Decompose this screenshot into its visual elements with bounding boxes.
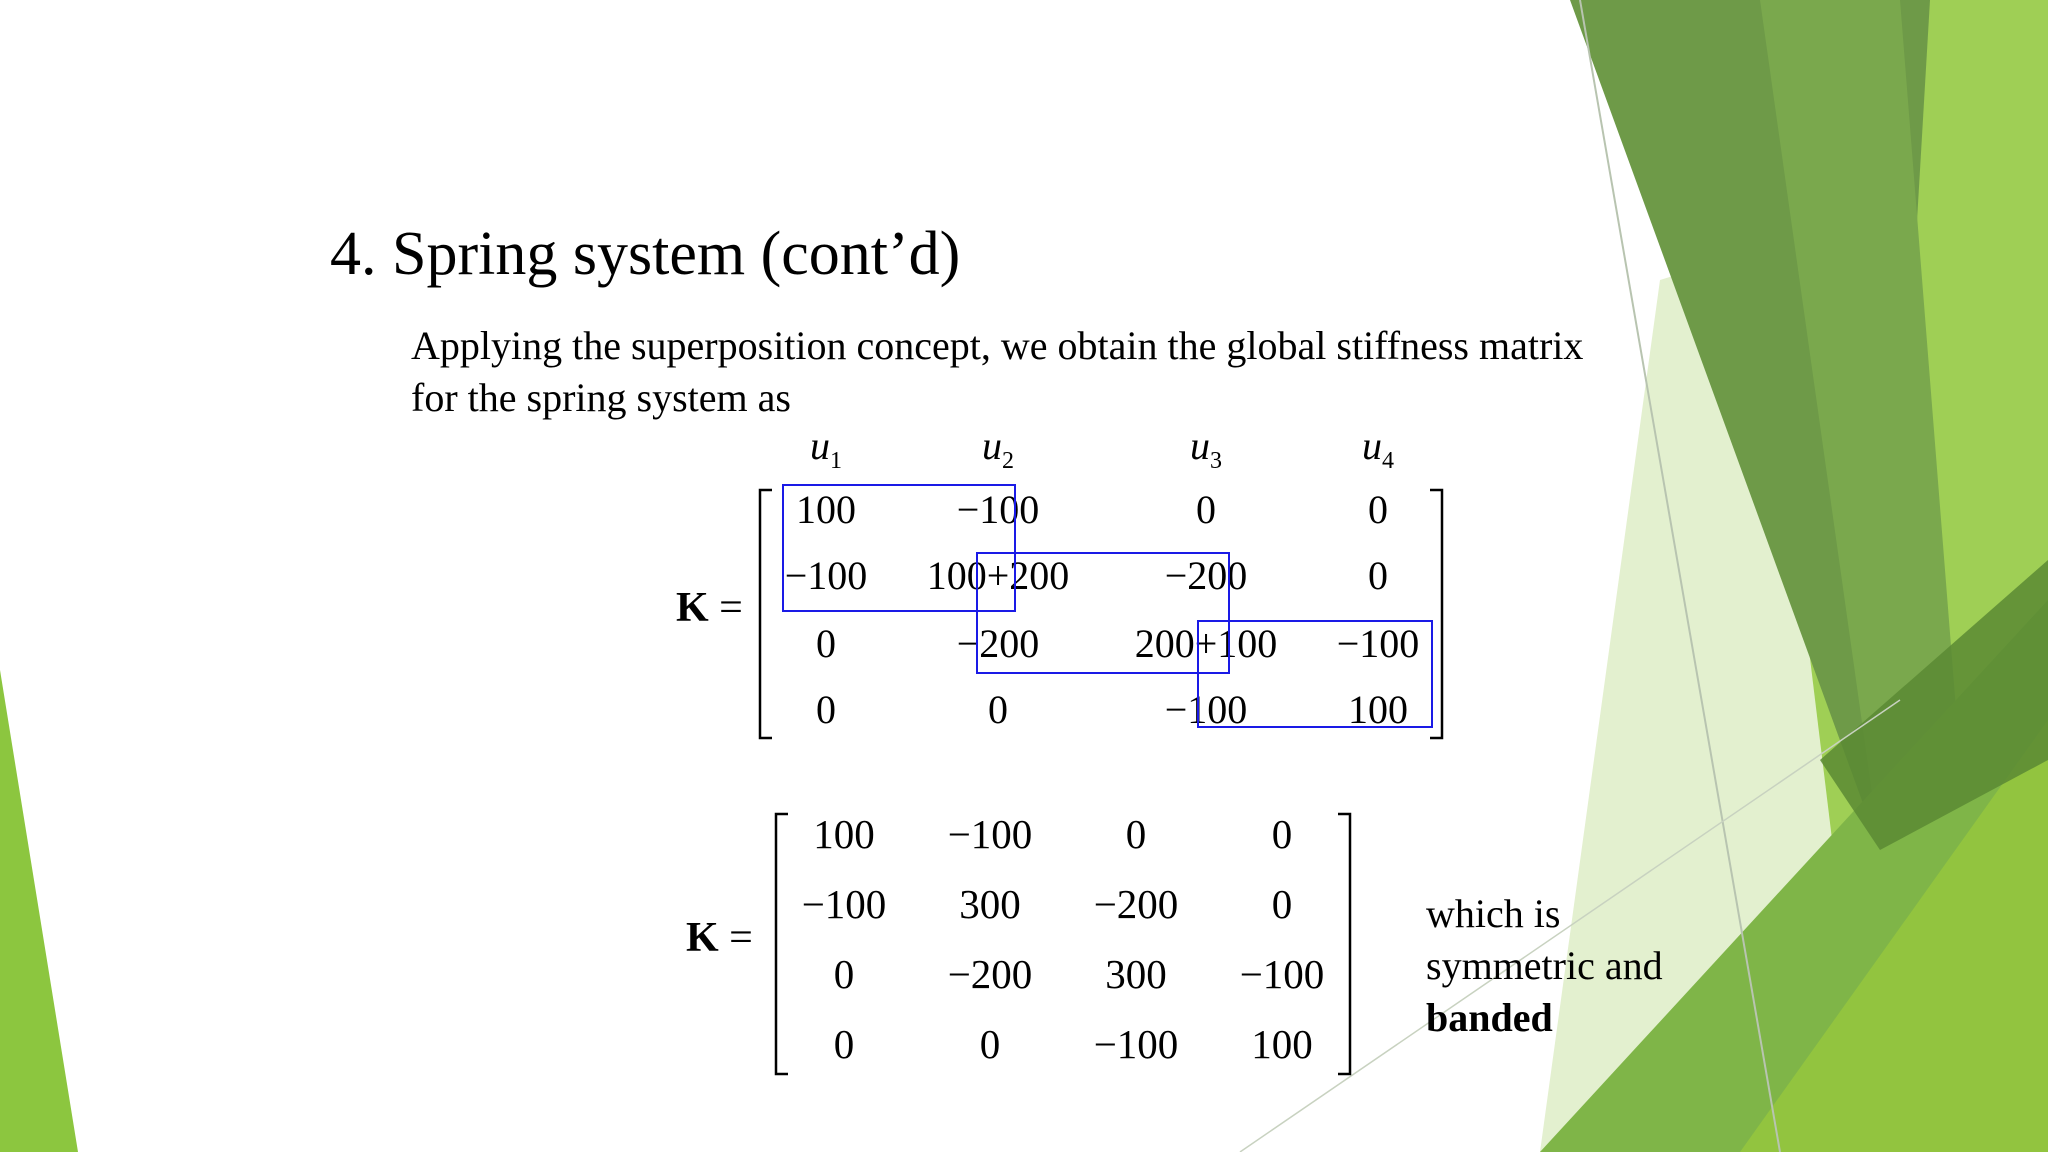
matrix2-cell-r3-c1: 0 — [833, 951, 855, 997]
matrix2-equals: = — [729, 915, 753, 961]
matrix2-cell-r4-c1: 0 — [833, 1021, 855, 1067]
matrix1-cell-r2-c1: −100 — [784, 553, 868, 598]
matrix-property-note — [1426, 888, 1663, 1044]
matrix2-cell-r2-c4: 0 — [1271, 881, 1293, 927]
matrix2-cell-r1-c3: 0 — [1125, 811, 1147, 857]
matrix1-cell-r2-c4: 0 — [1368, 553, 1388, 598]
matrix1-label — [676, 584, 743, 632]
matrix1-cell-r1-c1: 100 — [796, 487, 856, 532]
matrix2-cell-r4-c3: −100 — [1093, 1021, 1179, 1067]
matrix1-column-header-4: $u_4$ — [1362, 423, 1394, 474]
matrix2-cell-r2-c1: −100 — [801, 881, 887, 927]
intro-line-1: Applying the superposition concept, we obtain the global stiffness matrix — [411, 323, 1584, 368]
matrix1-cell-r1-c3: 0 — [1196, 487, 1216, 532]
matrix1-cell-r1-c4: 0 — [1368, 487, 1388, 532]
matrix1-cell-r3-c3: 200+100 — [1134, 621, 1278, 666]
matrix2-cell-r1-c1: 100 — [813, 811, 875, 857]
matrix2-k: K — [686, 915, 719, 961]
matrix1-cell-r4-c3: −100 — [1164, 687, 1248, 732]
matrix1-equals: = — [719, 585, 743, 631]
matrix2-cell-r3-c3: 300 — [1105, 951, 1167, 997]
matrix2-label — [686, 914, 753, 962]
element2-highlight-box — [976, 552, 1230, 674]
matrix1-cell-r3-c1: 0 — [816, 621, 836, 666]
note-line-1: which is — [1426, 891, 1561, 936]
matrix1-cell-r2-c2: 100+200 — [926, 553, 1070, 598]
matrix1-cell-r3-c4: −100 — [1336, 621, 1420, 666]
note-banded: banded — [1426, 995, 1553, 1040]
note-line-2: symmetric and — [1426, 943, 1663, 988]
matrix1-column-header-3: $u_3$ — [1190, 423, 1222, 474]
matrix2-cell-r3-c4: −100 — [1239, 951, 1325, 997]
matrix1-cell-r4-c4: 100 — [1348, 687, 1408, 732]
note-line-3 — [1426, 992, 1663, 1044]
matrix2-cell-r1-c4: 0 — [1271, 811, 1293, 857]
intro-line-2: for the spring system as — [411, 375, 791, 420]
matrix2-cell-r4-c4: 100 — [1251, 1021, 1313, 1067]
matrix2-cell-r2-c2: 300 — [959, 881, 1021, 927]
matrix1-cell-r4-c2: 0 — [988, 687, 1008, 732]
matrix1-cell-r3-c2: −200 — [956, 621, 1040, 666]
matrix2-left-bracket — [772, 812, 792, 1076]
slide-title: 4. Spring system (cont’d) — [330, 220, 961, 288]
matrix2-cell-r1-c2: −100 — [947, 811, 1033, 857]
matrix1-column-header-1: $u_1$ — [810, 423, 842, 474]
matrix1-cell-r1-c2: −100 — [956, 487, 1040, 532]
element3-highlight-box — [1197, 620, 1433, 728]
matrix2-cell-r2-c3: −200 — [1093, 881, 1179, 927]
matrix1-cell-r2-c3: −200 — [1164, 553, 1248, 598]
matrix2-cell-r4-c2: 0 — [979, 1021, 1001, 1067]
intro-text — [411, 320, 1583, 424]
matrix1-cell-r4-c1: 0 — [816, 687, 836, 732]
matrix2-cell-r3-c2: −200 — [947, 951, 1033, 997]
matrix2-right-bracket — [1334, 812, 1354, 1076]
matrix1-column-header-2: $u_2$ — [982, 423, 1014, 474]
matrix1-left-bracket — [756, 488, 776, 740]
left-green-sliver — [0, 670, 78, 1152]
matrix1-k: K — [676, 585, 709, 631]
